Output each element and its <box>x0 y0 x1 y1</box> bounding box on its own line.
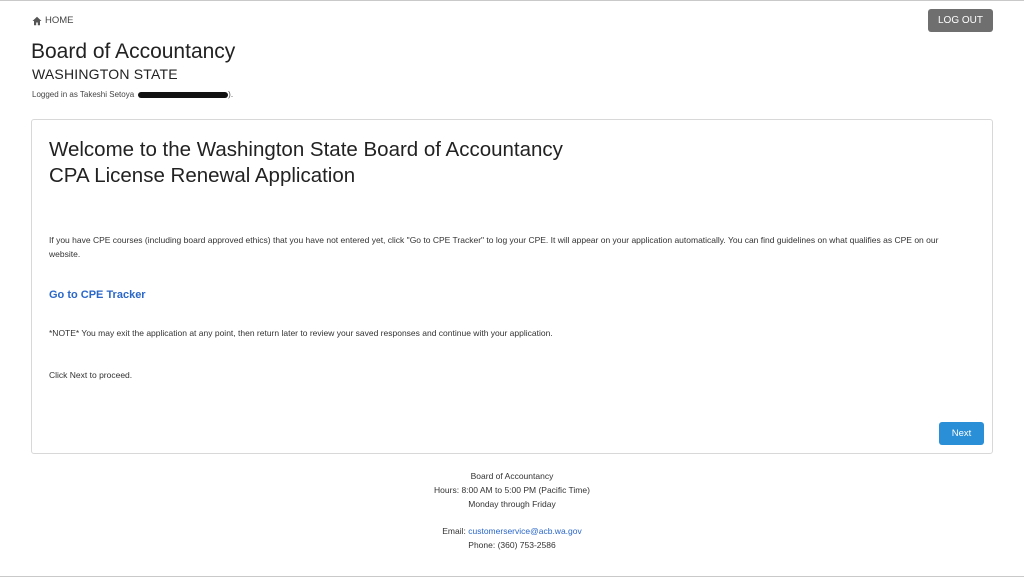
welcome-heading-line2: CPA License Renewal Application <box>49 164 356 187</box>
next-button[interactable]: Next <box>939 422 984 445</box>
note-text: *NOTE* You may exit the application at any point, then return later to review your saved responses and continue with your application. <box>49 328 553 338</box>
footer-phone: Phone: (360) 753-2586 <box>468 540 556 550</box>
home-link[interactable] <box>32 15 74 26</box>
home-icon <box>32 16 42 26</box>
welcome-card <box>31 119 993 454</box>
email-link[interactable]: customerservice@acb.wa.gov <box>468 526 582 536</box>
welcome-heading-line1: Welcome to the Washington State Board of Accountancy <box>49 138 563 161</box>
proceed-text: Click Next to proceed. <box>49 370 133 380</box>
redacted-email <box>138 92 228 98</box>
state-title: WASHINGTON STATE <box>32 66 178 82</box>
footer-email <box>0 524 1024 538</box>
footer-days: Monday through Friday <box>468 499 556 509</box>
footer-hours: Hours: 8:00 AM to 5:00 PM (Pacific Time) <box>434 485 590 495</box>
board-title: Board of Accountancy <box>31 40 236 63</box>
footer-email-prefix: Email: <box>442 526 469 536</box>
logged-in-suffix: ). <box>228 90 234 99</box>
intro-text: If you have CPE courses (including board approved ethics) that you have not entered yet, click "Go to CPE Tracker" to log your CPE. It will appear on your application automatically. You can find guidelines on what qualifies as CPE on our website. <box>49 235 939 259</box>
welcome-heading <box>49 137 563 189</box>
cpe-tracker-link[interactable]: Go to CPE Tracker <box>49 289 146 301</box>
footer <box>0 469 1024 552</box>
logged-in-prefix: Logged in as Takeshi Setoya <box>32 90 135 99</box>
top-bar <box>32 13 993 37</box>
logged-in-status <box>32 90 233 99</box>
home-label: HOME <box>45 15 74 26</box>
logout-button[interactable]: LOG OUT <box>928 9 993 32</box>
footer-org: Board of Accountancy <box>470 471 554 481</box>
